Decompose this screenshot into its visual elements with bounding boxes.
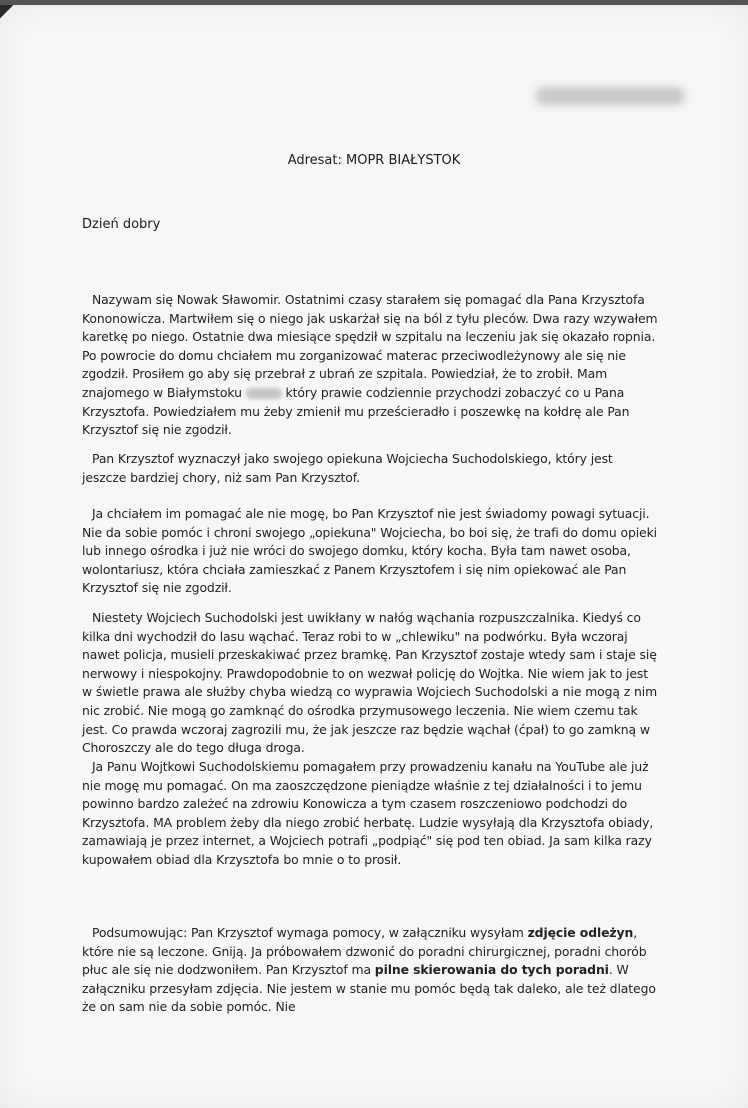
page-corner-shadow bbox=[0, 5, 14, 35]
addressee-line: Adresat: MOPR BIAŁYSTOK bbox=[287, 153, 461, 168]
paragraph-1-text-a: Nazywam się Nowak Sławomir. Ostatnimi czasy starałem się pomagać dla Pana Krzysztofa Kononowicza. Martwiłem się o niego jak uskarżał się na ból z tyłu pleców. Dwa razy wzywałem karetkę po niego. Ostatnie dwa miesiące spędził w szpitalu na leczeniu jak się okazało ropnia. Po powrocie do domu chciałem mu zorganizować materac przeciwodleżynowy ale się nie zgodził. Prosiłem go aby się przebrał z ubrań ze szpitala. Powiedział, że to zrobił. Mam znajomego w Białymstoku bbox=[82, 292, 658, 400]
paragraph-4: Niestety Wojciech Suchodolski jest uwikłany w nałóg wąchania rozpuszczalnika. Kiedyś co kilka dni wychodził do lasu wąchać. Teraz robi to w „chlewiku" na podwórku. Była wczoraj nawet policja, musieli przeskakiwać przez bramkę. Pan Krzysztof zostaje wtedy sam i staje się nerwowy i niespokojny. Prawdopodobnie to on wezwał policję do Wojtka. Nie wiem jak to jest w świetle prawa ale służby chyba wiedzą co wyprawia Wojciech Suchodolski a nie mogą z nim nic zrobić. Nie mogą go zamknąć do ośrodka przymusowego leczenia. Nie wiem czemu tak jest. Co prawda wczoraj zagrozili mu, że jak jeszcze raz będzie wąchał (ćpał) to go zamkną w Choroszczy ale do tego długa droga. bbox=[82, 610, 658, 756]
redacted-name-blur bbox=[246, 388, 282, 399]
paragraph-3: Ja chciałem im pomagać ale nie mogę, bo Pan Krzysztof nie jest świadomy powagi sytuacji. Nie da sobie pomóc i chroni swojego „opiekuna" Wojciecha, bo boi się, że trafi do domu opieki lub innego ośrodka i już nie wróci do swojego domku, który kocha. Była tam nawet osoba, wolontariusz, która chciała zamieszkać z Panem Krzysztofem i się nim opiekować ale Pan Krzysztof się nie zgodził. bbox=[82, 506, 657, 596]
paragraph-1 bbox=[82, 291, 660, 440]
paragraph-1-text-b: który prawie codziennie przychodzi zobaczyć co u Pana Krzysztofa. Powiedziałem mu żeby zmienił mu prześcieradło i poszewkę na kołdrę ale Pan Krzysztof się nie zgodził. bbox=[82, 384, 630, 438]
paragraph-6-bold-1: zdjęcie odleżyn bbox=[527, 925, 634, 940]
paragraph-6-text-c: , które nie są leczone. Gniją. Ja próbowałem dzwonić do poradni chirurgicznej, poradni chorób płuc ale się nie dodzwoniłem. Pan Krzysztof ma bbox=[82, 925, 647, 978]
letter-page bbox=[0, 5, 748, 1108]
paragraph-6 bbox=[82, 924, 660, 1017]
paragraph-6-bold-2: pilne skierowania do tych poradni bbox=[374, 962, 609, 978]
paragraph-6-text-a: Podsumowując: Pan Krzysztof wymaga pomocy, w załączniku wysyłam bbox=[92, 925, 524, 940]
greeting: Dzień dobry bbox=[82, 217, 161, 232]
paragraph-2: Pan Krzysztof wyznaczył jako swojego opiekuna Wojciecha Suchodolskiego, który jest jeszcze bardziej chory, niż sam Pan Krzysztof. bbox=[82, 451, 613, 485]
paragraph-6-text-d: . W załączniku przesyłam zdjęcia. Nie jestem w stanie mu pomóc będą tak daleko, ale też dlatego że on sam nie da sobie pomóc. Nie bbox=[82, 962, 656, 1015]
paragraph-5: Ja Panu Wojtkowi Suchodolskiemu pomagałem przy prowadzeniu kanału na YouTube ale już nie mogę mu pomagać. On ma zaoszczędzone pieniądze właśnie z tej działalności i to jemu powinno bardzo zależeć na zdrowiu Konowicza a tym czasem roszczeniowo podchodzi do Krzysztofa. MA problem żeby dla niego zrobić herbatę. Ludzie wysyłają dla Krzysztofa obiady, zamawiają je przez internet, a Wojciech potrafi „podpiąć" się pod ten obiad. Ja sam kilka razy kupowałem obiad dla Krzysztofa bo mnie o to prosił. bbox=[82, 759, 654, 867]
blurred-header-mark bbox=[535, 87, 685, 105]
